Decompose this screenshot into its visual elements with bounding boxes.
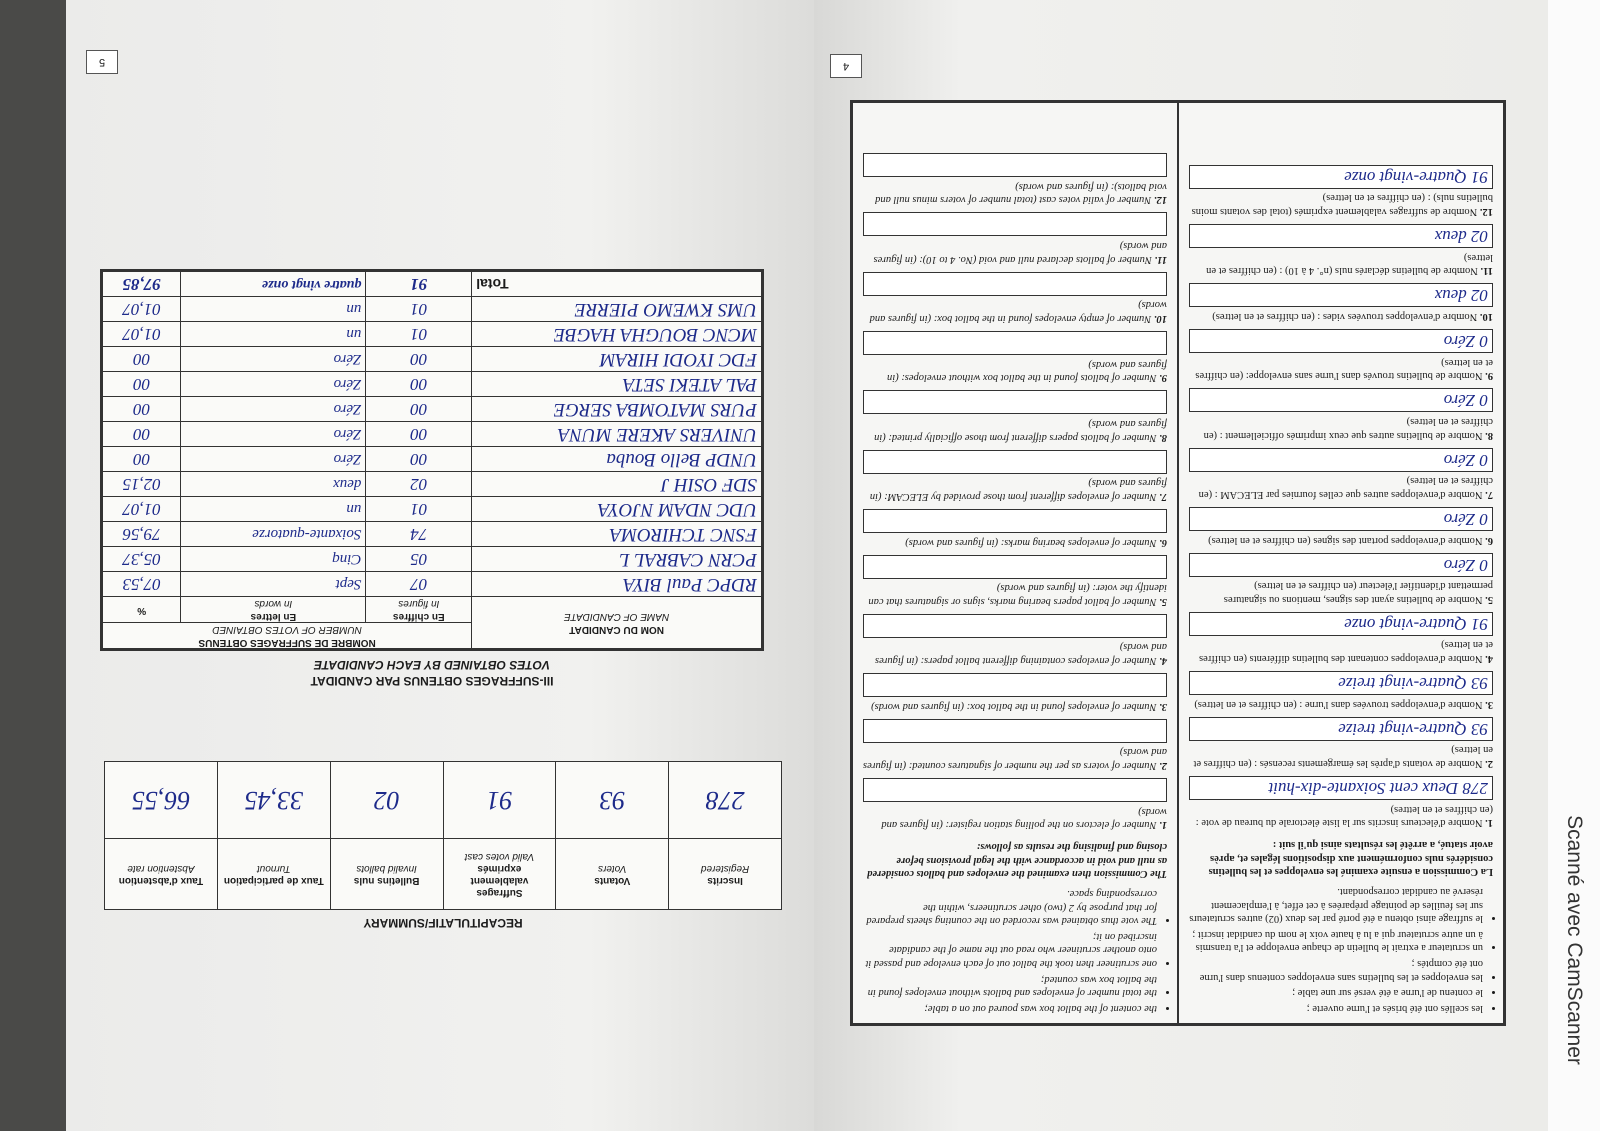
summary-header-en: Registered bbox=[700, 863, 750, 874]
form-item-number: 2. bbox=[1159, 760, 1167, 772]
summary-header-5 bbox=[105, 839, 218, 910]
header-votes bbox=[102, 622, 472, 649]
form-item-en bbox=[863, 450, 1167, 503]
form-item-fr bbox=[1189, 776, 1493, 829]
candidates-header-row-1 bbox=[102, 622, 763, 649]
form-item-number: 6. bbox=[1485, 534, 1493, 546]
form-item-number: 11. bbox=[1480, 265, 1493, 277]
candidate-words: un bbox=[181, 321, 366, 346]
list-item: • the total number of envelopes and ballots without envelopes found in the ballot box was counted; bbox=[863, 972, 1157, 999]
form-field-value: 0 Zéro bbox=[1189, 448, 1493, 472]
table-row bbox=[102, 296, 763, 321]
candidate-percent: 05,37 bbox=[102, 546, 181, 571]
candidate-name: MCNC BOUGHA HAGBE bbox=[472, 321, 763, 346]
candidate-figures: 01 bbox=[366, 321, 472, 346]
form-item-text: Number of ballots declared null and void (No. 4 to 10): (in figures and words) bbox=[873, 240, 1167, 265]
form-item-en bbox=[863, 153, 1167, 206]
summary-value-0: 278 bbox=[669, 762, 782, 839]
summary-header-en: Abstention rate bbox=[127, 863, 195, 874]
candidate-words: Cinq bbox=[181, 546, 366, 571]
form-item-fr bbox=[1189, 329, 1493, 382]
form-item-number: 8. bbox=[1485, 429, 1493, 441]
form-item-number: 2. bbox=[1485, 758, 1493, 770]
form-item-label bbox=[863, 640, 1167, 667]
summary-header-4 bbox=[217, 839, 330, 910]
form-item-number: 6. bbox=[1159, 536, 1167, 548]
form-field-empty bbox=[863, 555, 1167, 579]
table-row bbox=[102, 396, 763, 421]
form-item-text: Nombre d'enveloppes trouvées dans l'urne : (en chiffres et en lettres) bbox=[1194, 698, 1483, 710]
intro-fr: La Commission a ensuite examiné les enveloppes et les bulletins considérés nuls conformément aux dispositions légales et, après avoir statué, a arrêté les résultats ainsi qu'il suit : bbox=[1208, 838, 1493, 878]
list-item: • un scrutateur a extrait le bulletin de chaque enveloppe et l'a transmis à un autre scrutateur qui a lu à haute voix le nom du candidat inscrit ; bbox=[1189, 927, 1483, 954]
form-item-text: Nombre de bulletins déclarés nuls (n°. 4 à 10) : (en chiffres et en lettres) bbox=[1206, 251, 1493, 277]
form-item-label bbox=[863, 298, 1167, 325]
summary-value-5: 66,55 bbox=[105, 762, 218, 839]
candidate-name: UNDP Bello Bouba bbox=[472, 446, 763, 471]
form-field-value: 91 Quatre-vingt onze bbox=[1189, 165, 1493, 189]
form-item-label bbox=[863, 179, 1167, 206]
candidate-figures: 00 bbox=[366, 346, 472, 371]
candidates-body bbox=[102, 296, 763, 596]
header-figures bbox=[366, 596, 472, 622]
form-item-number: 10. bbox=[1479, 311, 1493, 323]
form-item-en bbox=[863, 509, 1167, 549]
form-item-en bbox=[863, 673, 1167, 713]
candidate-words: Zéro bbox=[181, 346, 366, 371]
candidates-title bbox=[100, 657, 764, 688]
form-item-fr bbox=[1189, 388, 1493, 441]
form-field-empty bbox=[863, 509, 1167, 533]
form-item-label bbox=[1189, 743, 1493, 770]
form-item-fr bbox=[1189, 224, 1493, 277]
candidate-figures: 74 bbox=[366, 521, 472, 546]
camscanner-watermark: Scanné avec CamScanner bbox=[1563, 815, 1586, 1065]
form-column-french bbox=[1177, 103, 1503, 1023]
form-item-text: Number of envelopes found in the ballot box: (in figures and words) bbox=[871, 700, 1157, 712]
summary-header-0 bbox=[669, 839, 782, 910]
form-field-empty bbox=[863, 272, 1167, 296]
form-item-fr bbox=[1189, 671, 1493, 711]
table-row bbox=[102, 471, 763, 496]
form-item-label bbox=[863, 416, 1167, 443]
summary-header-en: Valid votes cast bbox=[464, 851, 535, 862]
procedure-list-fr bbox=[1189, 884, 1493, 1015]
form-column-english bbox=[853, 103, 1177, 1023]
form-field-empty bbox=[863, 213, 1167, 237]
candidate-name: UDC NDAM NJOYA bbox=[472, 496, 763, 521]
summary-header-2 bbox=[443, 839, 556, 910]
summary-value-3: 02 bbox=[330, 762, 443, 839]
candidate-name: PCRN CABRAL L bbox=[472, 546, 763, 571]
form-item-number: 8. bbox=[1159, 431, 1167, 443]
form-item-number: 12. bbox=[1153, 194, 1167, 206]
form-item-label bbox=[1189, 802, 1493, 829]
form-item-text: Number of envelopes different from those provided by ELECAM: (in figures and words) bbox=[869, 477, 1167, 502]
form-field-value: 02 deux bbox=[1189, 283, 1493, 307]
form-field-empty bbox=[863, 331, 1167, 355]
form-item-en bbox=[863, 272, 1167, 325]
table-row bbox=[102, 346, 763, 371]
candidate-percent: 00 bbox=[102, 346, 181, 371]
form-item-en bbox=[863, 778, 1167, 831]
candidate-figures: 00 bbox=[366, 446, 472, 471]
header-votes-en: NUMBER OF VOTES OBTAINED bbox=[212, 624, 362, 636]
form-field-empty bbox=[863, 673, 1167, 697]
summary-header-row bbox=[105, 839, 782, 910]
form-item-fr bbox=[1189, 717, 1493, 770]
table-row bbox=[102, 571, 763, 596]
summary-header-3 bbox=[330, 839, 443, 910]
candidate-words: Zéro bbox=[181, 421, 366, 446]
form-item-number: 5. bbox=[1159, 595, 1167, 607]
summary-title: RECAPITULATIF/SUMMARY bbox=[363, 916, 523, 930]
list-item: • one scrutineer then took the ballot out of each envelope and passed it onto another scrutineer who read out the name of the candidate inscribed on it; bbox=[863, 929, 1157, 970]
form-item-text: Nombre de bulletins autres que ceux imprimés officiellement : (en chiffres et en lettres) bbox=[1203, 415, 1493, 441]
header-name-fr: NOM DU CANDIDAT bbox=[569, 623, 664, 635]
form-field-value: 91 Quatre-vingt onze bbox=[1189, 612, 1493, 636]
table-row bbox=[102, 521, 763, 546]
form-item-label bbox=[1189, 414, 1493, 441]
summary-header-en: Turnout bbox=[256, 863, 291, 874]
form-field-empty bbox=[863, 614, 1167, 638]
form-item-label bbox=[1189, 191, 1493, 218]
list-item: • le suffrage ainsi obtenu a été porté par les deux (02) autres scrutateurs sur les feuilles de pointage préparées à cet effet, à l'emplacement réservé au candidat correspondant. bbox=[1189, 884, 1483, 925]
form-item-fr bbox=[1189, 507, 1493, 547]
candidate-percent: 01,07 bbox=[102, 496, 181, 521]
candidate-percent: 02,15 bbox=[102, 471, 181, 496]
candidate-percent: 01,07 bbox=[102, 321, 181, 346]
form-item-label bbox=[863, 699, 1167, 713]
header-figures-en: In figures bbox=[398, 598, 440, 610]
candidate-percent: 79,56 bbox=[102, 521, 181, 546]
candidate-figures: 01 bbox=[366, 496, 472, 521]
results-form-box bbox=[850, 100, 1506, 1026]
summary-header-fr: Taux d'abstention bbox=[118, 875, 204, 886]
summary-value-1: 93 bbox=[556, 762, 669, 839]
candidate-name: FDC IYODI HIRAM bbox=[472, 346, 763, 371]
list-item: • The vote thus obtained was recorded on the counting sheets prepared for that purpose by 2 (two) other scrutineers, within the corresponding space. bbox=[863, 886, 1157, 927]
form-item-fr bbox=[1189, 448, 1493, 501]
candidate-name: PURS MATOMBA SERGE bbox=[472, 396, 763, 421]
candidate-percent: 00 bbox=[102, 421, 181, 446]
form-item-number: 9. bbox=[1485, 370, 1493, 382]
total-words: quatre vingt onze bbox=[181, 270, 366, 296]
summary-header-en: Voters bbox=[598, 863, 627, 874]
summary-value-2: 91 bbox=[443, 762, 556, 839]
candidates-title-en: VOTES OBTAINED BY EACH CANDIDATE bbox=[314, 658, 551, 673]
candidate-figures: 00 bbox=[366, 396, 472, 421]
summary-section bbox=[104, 760, 782, 930]
candidates-table bbox=[100, 269, 764, 651]
summary-value-4: 33,45 bbox=[217, 762, 330, 839]
header-name-en: NAME OF CANDIDATE bbox=[563, 611, 670, 623]
page-number-left: 5 bbox=[86, 50, 118, 74]
candidate-percent: 00 bbox=[102, 396, 181, 421]
form-item-label bbox=[863, 357, 1167, 384]
form-item-text: Nombre d'enveloppes portant des signes (en chiffres et en lettres) bbox=[1208, 534, 1483, 546]
results-form bbox=[846, 96, 1506, 1026]
form-item-number: 1. bbox=[1485, 817, 1493, 829]
form-item-text: Nombre d'électeurs inscrits sur la liste électorale du bureau de vote : (en chiffres et en lettres) bbox=[1195, 803, 1493, 829]
candidates-section bbox=[100, 188, 764, 688]
form-item-text: Nombre d'enveloppes autres que celles fournies par ELECAM : (en chiffres et en lettres) bbox=[1198, 475, 1493, 500]
form-item-text: Number of ballots found in the ballot box without envelopes: (in figures and words) bbox=[887, 358, 1167, 384]
candidate-words: Zéro bbox=[181, 446, 366, 471]
candidate-words: Zéro bbox=[181, 396, 366, 421]
intro-en: The Commission then examined the envelopes and ballots considered as null and void in accordance with the legal provisions before closing and finalising the results as follows: bbox=[867, 840, 1167, 880]
form-item-text: Nombre de bulletins ayant des signes, mentions ou signatures permettant d'identifier l'électeur (en chiffres et en lettres) bbox=[1223, 580, 1493, 605]
header-words bbox=[181, 596, 366, 622]
candidate-words: Sept bbox=[181, 571, 366, 596]
summary-header-en: Invalid ballots bbox=[356, 863, 417, 874]
candidate-name: SDF OSIH J bbox=[472, 471, 763, 496]
form-item-en bbox=[863, 331, 1167, 384]
form-item-label bbox=[863, 745, 1167, 772]
list-item: • the content of the ballot box was poured out on a table; bbox=[863, 1001, 1157, 1015]
form-item-label bbox=[1189, 474, 1493, 501]
form-item-en bbox=[863, 614, 1167, 667]
form-field-value: 02 deux bbox=[1189, 224, 1493, 248]
table-row bbox=[102, 321, 763, 346]
candidate-name: FSNC TCHIROMA bbox=[472, 521, 763, 546]
form-item-fr bbox=[1189, 283, 1493, 323]
form-item-label bbox=[1189, 638, 1493, 665]
form-item-label bbox=[1189, 309, 1493, 323]
candidates-title-fr: III-SUFFRAGES OBTENUS PAR CANDIDAT bbox=[310, 674, 554, 688]
table-row bbox=[102, 421, 763, 446]
form-item-number: 5. bbox=[1485, 593, 1493, 605]
form-item-en bbox=[863, 390, 1167, 443]
summary-header-fr: Bulletins nuls bbox=[353, 875, 420, 886]
candidate-figures: 05 bbox=[366, 546, 472, 571]
form-item-number: 7. bbox=[1485, 488, 1493, 500]
form-item-number: 7. bbox=[1159, 490, 1167, 502]
form-item-text: Nombre d'enveloppes contenant des bulletins différents (en chiffres et en lettres) bbox=[1199, 639, 1493, 665]
form-item-label bbox=[1189, 533, 1493, 547]
summary-header-1 bbox=[556, 839, 669, 910]
form-item-fr bbox=[1189, 553, 1493, 606]
form-item-text: Number of ballot papers bearing marks, signs or signatures that can identify the voter: (in figures and words) bbox=[868, 582, 1167, 607]
form-item-text: Nombre de bulletins trouvés dans l'urne sans enveloppe: (en chiffres et en lettres) bbox=[1195, 356, 1493, 382]
form-field-empty bbox=[863, 153, 1167, 177]
form-item-text: Nombre de votants d'après les émargements recensés : (en chiffres et en lettres) bbox=[1193, 744, 1493, 770]
form-field-value: 278 Deux cent Soixante-dix-huit bbox=[1189, 776, 1493, 800]
form-item-fr bbox=[1189, 612, 1493, 665]
header-votes-fr: NOMBRE DE SUFFRAGES OBTENUS bbox=[198, 636, 376, 648]
total-percent: 97,85 bbox=[102, 270, 181, 296]
form-item-number: 4. bbox=[1485, 653, 1493, 665]
candidate-figures: 00 bbox=[366, 421, 472, 446]
header-percent: % bbox=[102, 596, 181, 622]
candidate-figures: 00 bbox=[366, 371, 472, 396]
form-item-label bbox=[863, 581, 1167, 608]
candidate-name: UNIVERS AKERE MUNA bbox=[472, 421, 763, 446]
candidate-percent: 00 bbox=[102, 446, 181, 471]
candidate-name: UMS KWEMO PIERRE bbox=[472, 296, 763, 321]
list-item: • les enveloppes et les bulletins sans enveloppes contenus dans l'urne ont été comptés ; bbox=[1189, 956, 1483, 983]
form-item-text: Number of empty envelopes found in the ballot box: (in figures and words) bbox=[869, 299, 1167, 325]
form-field-value: 93 Quatre-vingt treize bbox=[1189, 671, 1493, 695]
form-field-value: 0 Zéro bbox=[1189, 553, 1493, 577]
form-item-label bbox=[1189, 697, 1493, 711]
candidate-percent: 00 bbox=[102, 371, 181, 396]
form-item-label bbox=[1189, 579, 1493, 606]
form-item-fr bbox=[1189, 165, 1493, 218]
form-item-en bbox=[863, 213, 1167, 266]
table-row bbox=[102, 496, 763, 521]
candidates-total-row bbox=[102, 270, 763, 296]
form-item-label bbox=[863, 239, 1167, 266]
form-item-text: Number of ballots papers different from those officially printed: (in figures and words) bbox=[874, 417, 1167, 443]
list-item: • le contenu de l'urne a été versé sur une table ; bbox=[1189, 986, 1483, 1000]
candidate-percent: 01,07 bbox=[102, 296, 181, 321]
candidate-percent: 07,53 bbox=[102, 571, 181, 596]
header-name bbox=[472, 596, 763, 649]
form-item-en bbox=[863, 555, 1167, 608]
candidate-words: un bbox=[181, 296, 366, 321]
candidate-words: un bbox=[181, 496, 366, 521]
summary-table bbox=[104, 761, 782, 910]
camscanner-strip bbox=[1548, 0, 1600, 1131]
form-field-empty bbox=[863, 778, 1167, 802]
form-item-number: 10. bbox=[1153, 313, 1167, 325]
form-field-value: 0 Zéro bbox=[1189, 388, 1493, 412]
form-item-text: Number of electors on the polling station register: (in figures and words) bbox=[881, 805, 1167, 831]
candidate-figures: 02 bbox=[366, 471, 472, 496]
form-item-number: 3. bbox=[1159, 700, 1167, 712]
form-item-label bbox=[1189, 250, 1493, 277]
form-item-label bbox=[863, 535, 1167, 549]
form-item-text: Number of envelopes containing different ballot papers: (in figures and words) bbox=[874, 641, 1167, 667]
form-item-number: 3. bbox=[1485, 698, 1493, 710]
candidate-figures: 01 bbox=[366, 296, 472, 321]
candidate-figures: 07 bbox=[366, 571, 472, 596]
header-figures-fr: En chiffres bbox=[392, 610, 445, 622]
candidate-words: Zéro bbox=[181, 371, 366, 396]
header-words-fr: En lettres bbox=[250, 610, 297, 622]
form-item-label bbox=[1189, 355, 1493, 382]
form-item-number: 4. bbox=[1159, 655, 1167, 667]
page-number-right: 4 bbox=[830, 54, 862, 78]
form-field-empty bbox=[863, 450, 1167, 474]
form-item-label bbox=[863, 804, 1167, 831]
form-item-label bbox=[863, 476, 1167, 503]
form-item-text: Number of voters as per the number of signatures counted: (in figures and words) bbox=[863, 746, 1167, 772]
summary-header-fr: Votants bbox=[594, 875, 631, 886]
form-field-value: 0 Zéro bbox=[1189, 507, 1493, 531]
candidate-words: deux bbox=[181, 471, 366, 496]
form-item-en bbox=[863, 719, 1167, 772]
table-row bbox=[102, 546, 763, 571]
candidate-name: RDPC Paul BIYA bbox=[472, 571, 763, 596]
form-field-value: 93 Quatre-vingt treize bbox=[1189, 717, 1493, 741]
total-label: Total bbox=[472, 270, 763, 296]
candidate-words: Soixante-quatorze bbox=[181, 521, 366, 546]
table-row bbox=[102, 371, 763, 396]
header-words-en: In words bbox=[254, 598, 293, 610]
form-item-text: Nombre d'enveloppes trouvées vides : (en chiffres et en lettres) bbox=[1212, 311, 1478, 323]
summary-header-fr: Taux de participation bbox=[223, 875, 324, 886]
procedure-list-en bbox=[863, 886, 1167, 1015]
form-item-text: Number of valid votes cast (total number of voters minus null and void ballots): (in figures and words) bbox=[875, 180, 1167, 206]
summary-header-fr: Inscrits bbox=[707, 875, 743, 886]
summary-values-row bbox=[105, 762, 782, 839]
form-item-number: 9. bbox=[1159, 372, 1167, 384]
summary-header-fr: Suffrages valablement exprimés bbox=[470, 863, 529, 898]
total-figures: 91 bbox=[366, 270, 472, 296]
form-field-value: 0 Zéro bbox=[1189, 329, 1493, 353]
candidate-name: PAL ATEKI SETA bbox=[472, 371, 763, 396]
form-field-empty bbox=[863, 719, 1167, 743]
form-item-number: 12. bbox=[1479, 206, 1493, 218]
table-row bbox=[102, 446, 763, 471]
form-item-number: 1. bbox=[1159, 819, 1167, 831]
form-item-number: 11. bbox=[1154, 253, 1167, 265]
form-item-text: Nombre de suffrages valablement exprimés (total des votants moins bulletins nuls) : (en chiffres et en lettres) bbox=[1191, 192, 1493, 218]
form-item-text: Number of envelopes bearing marks: (in figures and words) bbox=[905, 536, 1157, 548]
list-item: • les scellés ont été brisés et l'urne ouverte ; bbox=[1189, 1001, 1483, 1015]
form-field-empty bbox=[863, 390, 1167, 414]
